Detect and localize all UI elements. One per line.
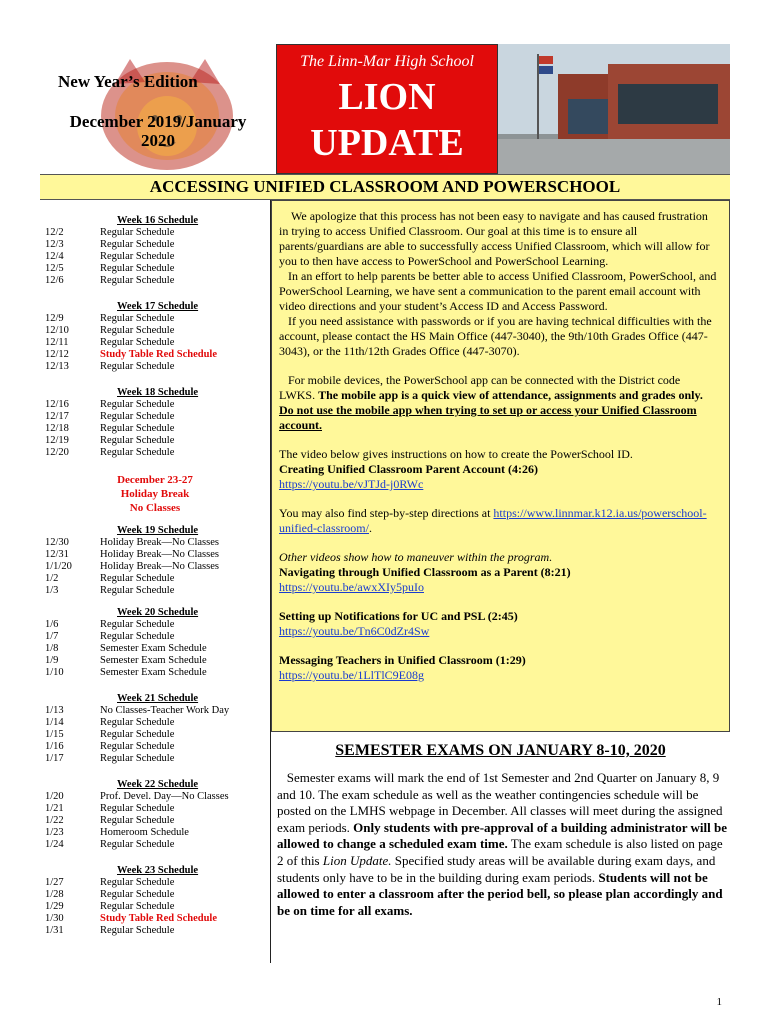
schedule-type: Regular Schedule xyxy=(100,925,175,936)
week-title: Week 19 Schedule xyxy=(117,525,199,536)
schedule-type: Regular Schedule xyxy=(100,423,175,434)
access-info-box xyxy=(271,200,730,732)
holiday-line: Holiday Break xyxy=(120,488,190,500)
schedule-date: 1/30 xyxy=(45,913,64,924)
schedule-week xyxy=(45,865,255,937)
info-paragraph-3 xyxy=(279,314,717,359)
info-p4-bold: The mobile app is a quick view of attendance, assignments and grades only. xyxy=(318,388,703,402)
schedule-type: Regular Schedule xyxy=(100,313,175,324)
schedule-row xyxy=(45,705,255,717)
schedule-type: Holiday Break—No Classes xyxy=(100,549,219,560)
schedule-date: 1/20 xyxy=(45,791,64,802)
schedule-week xyxy=(45,301,255,373)
video1-title: Creating Unified Classroom Parent Account (4:26) xyxy=(279,462,538,476)
schedule-type: Homeroom Schedule xyxy=(100,827,189,838)
schedule-type: Holiday Break—No Classes xyxy=(100,561,219,572)
schedule-date: 1/1/20 xyxy=(45,561,72,572)
schedule-date: 12/20 xyxy=(45,447,69,458)
schedule-date: 12/2 xyxy=(45,227,64,238)
schedule-type: No Classes-Teacher Work Day xyxy=(100,705,230,716)
week-title: Week 18 Schedule xyxy=(117,387,199,398)
schedule-row xyxy=(45,227,255,239)
schedule-date: 12/5 xyxy=(45,263,64,274)
schedule-row xyxy=(45,537,255,549)
schedule-type: Regular Schedule xyxy=(100,619,175,630)
schedule-date: 12/18 xyxy=(45,423,69,434)
schedule-row xyxy=(45,275,255,287)
masthead-title-update: UPDATE xyxy=(310,122,464,164)
schedule-type: Regular Schedule xyxy=(100,435,175,446)
schedule-week xyxy=(45,607,255,679)
exams-text-5: Specified study areas will be available during exam days, and students only have to be in the building during exam periods. xyxy=(277,852,716,885)
exams-text-italic: Lion Update. xyxy=(322,852,392,868)
schedule-date: 1/13 xyxy=(45,705,64,716)
schedule-type: Regular Schedule xyxy=(100,729,175,740)
schedule-row xyxy=(45,815,255,827)
schedule-date: 12/13 xyxy=(45,361,69,372)
info-paragraph-5: The video below gives instructions on how to create the PowerSchool ID. xyxy=(279,447,633,461)
schedule-row xyxy=(45,399,255,411)
schedule-date: 1/24 xyxy=(45,839,64,850)
schedule-type: Regular Schedule xyxy=(100,901,175,912)
schedule-type: Semester Exam Schedule xyxy=(100,667,207,678)
exams-text-bold-1: Only students with pre-approval of a building administrator will be allowed to change a scheduled exam time. xyxy=(277,819,727,852)
schedule-type: Regular Schedule xyxy=(100,275,175,286)
exams-text-3: The exam schedule is also listed on page 2 of this xyxy=(277,836,723,868)
schedule-date: 1/17 xyxy=(45,753,64,764)
schedule-date: 1/27 xyxy=(45,877,64,888)
week-title: Week 17 Schedule xyxy=(117,301,199,312)
schedule-date: 1/9 xyxy=(45,655,59,666)
exams-text-bold-2: Students will not be allowed to enter a classroom after the period bell, so please plan accordingly and be on time for all exams. xyxy=(277,869,723,918)
video2-title: Navigating through Unified Classroom as a Parent (8:21) xyxy=(279,565,571,579)
schedule-type: Regular Schedule xyxy=(100,753,175,764)
video3-title: Setting up Notifications for UC and PSL (2:45) xyxy=(279,609,518,623)
schedule-type: Regular Schedule xyxy=(100,447,175,458)
school-building-illustration xyxy=(498,44,730,174)
schedule-type: Regular Schedule xyxy=(100,839,175,850)
exams-paragraph xyxy=(277,770,727,919)
masthead-red-box xyxy=(276,44,498,174)
schedule-week xyxy=(45,387,255,459)
edition-box xyxy=(40,44,276,174)
schedule-type: Semester Exam Schedule xyxy=(100,655,207,666)
schedule-date: 12/17 xyxy=(45,411,69,422)
schedule-date: 1/14 xyxy=(45,717,64,728)
schedule-date: 12/12 xyxy=(45,349,69,360)
exams-body xyxy=(277,770,727,919)
schedule-type: Semester Exam Schedule xyxy=(100,643,207,654)
schedule-date: 1/22 xyxy=(45,815,64,826)
schedule-week xyxy=(45,525,255,597)
schedule-type: Regular Schedule xyxy=(100,337,175,348)
schedule-date: 1/21 xyxy=(45,803,64,814)
schedule-type: Regular Schedule xyxy=(100,803,175,814)
info-paragraph-6 xyxy=(279,506,717,536)
schedule-date: 1/31 xyxy=(45,925,64,936)
schedule-row xyxy=(45,877,255,889)
video3-link[interactable]: https://youtu.be/Tn6C0dZr4Sw xyxy=(279,624,430,638)
schedule-row xyxy=(45,631,255,643)
schedule-type: Regular Schedule xyxy=(100,877,175,888)
schedule-type: Regular Schedule xyxy=(100,815,175,826)
schedule-row xyxy=(45,753,255,765)
schedule-type: Study Table Red Schedule xyxy=(100,349,217,360)
schedule-date: 1/8 xyxy=(45,643,59,654)
holiday-line: December 23-27 xyxy=(117,474,193,486)
schedule-type: Regular Schedule xyxy=(100,361,175,372)
schedule-type: Regular Schedule xyxy=(100,741,175,752)
schedule-row xyxy=(45,925,255,937)
schedule-row xyxy=(45,435,255,447)
schedule-row xyxy=(45,741,255,753)
schedule-date: 12/30 xyxy=(45,537,69,548)
schedule-type: Prof. Devel. Day—No Classes xyxy=(100,791,229,802)
schedule-row xyxy=(45,667,255,679)
schedule-date: 12/4 xyxy=(45,251,64,262)
schedule-row xyxy=(45,901,255,913)
info-p6-text: You may also find step-by-step directions at xyxy=(279,506,494,520)
schedule-type: Study Table Red Schedule xyxy=(100,913,217,924)
schedule-type: Regular Schedule xyxy=(100,411,175,422)
schedule-type: Regular Schedule xyxy=(100,399,175,410)
schedule-type: Regular Schedule xyxy=(100,251,175,262)
holiday-line: No Classes xyxy=(129,502,181,514)
schedule-date: 1/2 xyxy=(45,573,59,584)
video4-link[interactable]: https://youtu.be/1LlTlC9E08g xyxy=(279,668,424,682)
schedule-type: Regular Schedule xyxy=(100,717,175,728)
schedule-type: Regular Schedule xyxy=(100,585,175,596)
schedule-date: 1/29 xyxy=(45,901,64,912)
schedule-row xyxy=(45,655,255,667)
video1-link[interactable]: https://youtu.be/vJTJd-j0RWc xyxy=(279,477,424,491)
schedule-date: 1/10 xyxy=(45,667,64,678)
week-title: Week 23 Schedule xyxy=(117,865,199,876)
schedule-date: 1/6 xyxy=(45,619,59,630)
schedule-date: 1/23 xyxy=(45,827,64,838)
schedule-row xyxy=(45,361,255,373)
banner-title: ACCESSING UNIFIED CLASSROOM AND POWERSCHOOL xyxy=(149,177,621,196)
schedule-row xyxy=(45,263,255,275)
schedule-date: 12/3 xyxy=(45,239,64,250)
section-banner xyxy=(40,174,730,200)
schedule-type: Regular Schedule xyxy=(100,889,175,900)
schedule-column xyxy=(40,200,271,963)
schedule-type: Regular Schedule xyxy=(100,631,175,642)
schedule-row xyxy=(45,889,255,901)
schedule-date: 1/28 xyxy=(45,889,64,900)
edition-date-line1: December 2019/January xyxy=(69,112,247,131)
schedule-week xyxy=(45,779,255,851)
holiday-break-notice xyxy=(40,473,270,515)
schedule-type: Regular Schedule xyxy=(100,227,175,238)
schedule-row xyxy=(45,717,255,729)
schedule-row xyxy=(45,791,255,803)
info-p3-text: If you need assistance with passwords or if you are having technical difficulties with the account, please contact the HS Main Office (447-3040), the 9th/10th Grades Office (447-3043), or the 11th/12th Grades Office (447-3070). xyxy=(279,314,712,358)
schedule-type: Regular Schedule xyxy=(100,573,175,584)
schedule-row xyxy=(45,337,255,349)
schedule-week xyxy=(45,215,255,287)
schedule-date: 1/15 xyxy=(45,729,64,740)
info-paragraph-7: Other videos show how to maneuver within the program. xyxy=(279,550,553,564)
info-p4-warning: Do not use the mobile app when trying to set up or access your Unified Classroom account. xyxy=(279,403,697,432)
exams-heading: SEMESTER EXAMS ON JANUARY 8-10, 2020 xyxy=(335,742,666,759)
exams-text-1: Semester exams will mark the end of 1st Semester and 2nd Quarter on January 8, 9 and 10. The exam schedule as well as the weather contingencies schedule will be posted on the LMHS webpage in December. All classes will meet during the assigned exam periods. xyxy=(277,770,723,835)
schedule-date: 12/6 xyxy=(45,275,64,286)
schedule-date: 12/11 xyxy=(45,337,69,348)
info-p1-text: We apologize that this process has not been easy to navigate and has caused frustration in trying to access Unified Classroom. Our goal at this time is to ensure all parents/guardians are able to successfully access Unified Classroom, which will allow for you to then have access to PowerSchool and PowerSchool Learning. xyxy=(279,209,710,268)
week-title: Week 21 Schedule xyxy=(117,693,199,704)
schedule-date: 12/9 xyxy=(45,313,64,324)
schedule-date: 12/19 xyxy=(45,435,69,446)
schedule-row xyxy=(45,325,255,337)
schedule-row xyxy=(45,561,255,573)
info-p4-text: For mobile devices, the PowerSchool app can be connected with the District code LWKS. xyxy=(279,373,681,402)
schedule-row xyxy=(45,573,255,585)
schedule-row xyxy=(45,585,255,597)
week-title: Week 22 Schedule xyxy=(117,779,199,790)
info-p6-end: . xyxy=(368,521,372,535)
video2-link[interactable]: https://youtu.be/awxXIy5puIo xyxy=(279,580,424,594)
schedule-date: 1/7 xyxy=(45,631,59,642)
info-p2-text: In an effort to help parents be better able to access Unified Classroom, PowerSchool, and PowerSchool Learning, we have sent a communication to the parent email account with video directions and your student’s Access ID and Access Password. xyxy=(279,269,717,313)
schedule-week xyxy=(45,693,255,765)
schedule-type: Holiday Break—No Classes xyxy=(100,537,219,548)
video4-title: Messaging Teachers in Unified Classroom (1:29) xyxy=(279,653,526,667)
schedule-row xyxy=(45,913,255,925)
schedule-type: Regular Schedule xyxy=(100,263,175,274)
schedule-row xyxy=(45,251,255,263)
schedule-row xyxy=(45,619,255,631)
schedule-row xyxy=(45,349,255,361)
week-title: Week 16 Schedule xyxy=(117,215,199,226)
masthead-title-lion: LION xyxy=(338,76,436,118)
schedule-row xyxy=(45,423,255,435)
schedule-row xyxy=(45,411,255,423)
page-number: 1 xyxy=(716,996,722,1008)
school-name: The Linn-Mar High School xyxy=(300,53,474,70)
schedule-date: 1/3 xyxy=(45,585,59,596)
schedule-row xyxy=(45,729,255,741)
schedule-row xyxy=(45,239,255,251)
schedule-date: 12/10 xyxy=(45,325,69,336)
directions-link[interactable]: https://www.linnmar.k12.ia.us/powerschool-unified-classroom/ xyxy=(279,506,707,535)
schedule-row xyxy=(45,313,255,325)
schedule-date: 12/16 xyxy=(45,399,69,410)
info-paragraph-1 xyxy=(279,209,717,269)
schedule-date: 12/31 xyxy=(45,549,69,560)
edition-date xyxy=(40,112,276,150)
schedule-row xyxy=(45,549,255,561)
edition-title: New Year’s Edition xyxy=(58,72,198,91)
edition-date-line2: 2020 xyxy=(141,131,175,150)
schedule-row xyxy=(45,839,255,851)
schedule-row xyxy=(45,643,255,655)
schedule-type: Regular Schedule xyxy=(100,239,175,250)
schedule-row xyxy=(45,827,255,839)
schedule-type: Regular Schedule xyxy=(100,325,175,336)
info-paragraph-4 xyxy=(279,373,717,433)
newsletter-header xyxy=(40,44,730,174)
schedule-row xyxy=(45,803,255,815)
schedule-row xyxy=(45,447,255,459)
schedule-date: 1/16 xyxy=(45,741,64,752)
info-paragraph-2 xyxy=(279,269,717,314)
school-building-photo xyxy=(498,44,730,174)
week-title: Week 20 Schedule xyxy=(117,607,199,618)
